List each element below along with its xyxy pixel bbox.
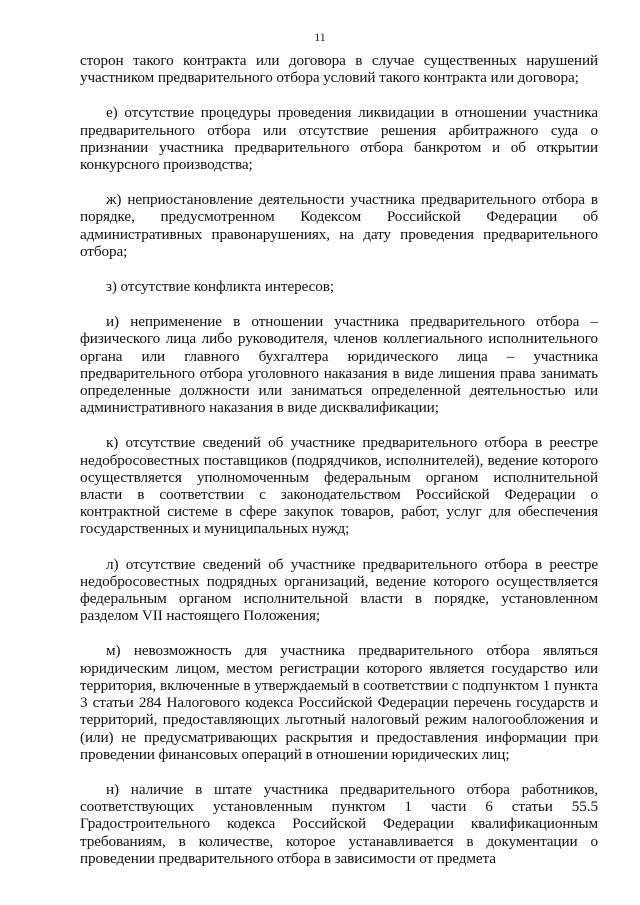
page-number: 11	[314, 30, 326, 44]
paragraph-item-i: и) неприменение в отношении участника предварительного отбора – физического лица либо руководителя, членов коллегиального исполнительного органа или главного бухгалтера юридического лица – участника предварительного отбора уголовного наказания в виде лишения права занимать определенные должности или заниматься определенной деятельностью или административного наказания в виде дисквалификации;	[80, 313, 598, 417]
paragraph-item-n: н) наличие в штате участника предварительного отбора работников, соответствующих установленным пунктом 1 части 6 статьи 55.5 Градостроительного кодекса Российской Федерации квалификационным требованиям, в количестве, которое устанавливается в документации о проведении предварительного отбора в зависимости от предмета	[80, 780, 598, 867]
paragraph-item-k: к) отсутствие сведений об участнике предварительного отбора в реестре недобросовестных поставщиков (подрядчиков, исполнителей), ведение которого осуществляется уполномоченным федеральным органом исполнительной власти в соответствии с законодательством Российской Федерации о контрактной системе в сфере закупок товаров, работ, услуг для обеспечения государственных и муниципальных нужд;	[80, 434, 598, 538]
paragraph-item-m: м) невозможность для участника предварительного отбора являться юридическим лицом, местом регистрации которого является государство или территория, включенные в утверждаемый в соответствии с подпунктом 1 пункта 3 статьи 284 Налогового кодекса Российской Федерации перечень государств и территорий, предоставляющих льготный налоговый режим налогообложения и (или) не предусматривающих раскрытия и предоставления информации при проведении финансовых операций в отношении юридических лиц;	[80, 642, 598, 763]
document-body	[80, 52, 598, 867]
paragraph-item-l: л) отсутствие сведений об участнике предварительного отбора в реестре недобросовестных подрядных организаций, ведение которого осуществляется федеральным органом исполнительной власти в порядке, установленном разделом VII настоящего Положения;	[80, 555, 598, 625]
paragraph-continuation: сторон такого контракта или договора в случае существенных нарушений участником предварительного отбора условий такого контракта или договора;	[80, 52, 598, 87]
paragraph-item-zh: ж) неприостановление деятельности участника предварительного отбора в порядке, предусмотренном Кодексом Российской Федерации об административных правонарушениях, на дату проведения предварительного отбора;	[80, 191, 598, 260]
paragraph-item-e: е) отсутствие процедуры проведения ликвидации в отношении участника предварительного отбора или отсутствие решения арбитражного суда о признании участника предварительного отбора банкротом и об открытии конкурсного производства;	[80, 104, 598, 174]
paragraph-item-z: з) отсутствие конфликта интересов;	[106, 278, 334, 296]
